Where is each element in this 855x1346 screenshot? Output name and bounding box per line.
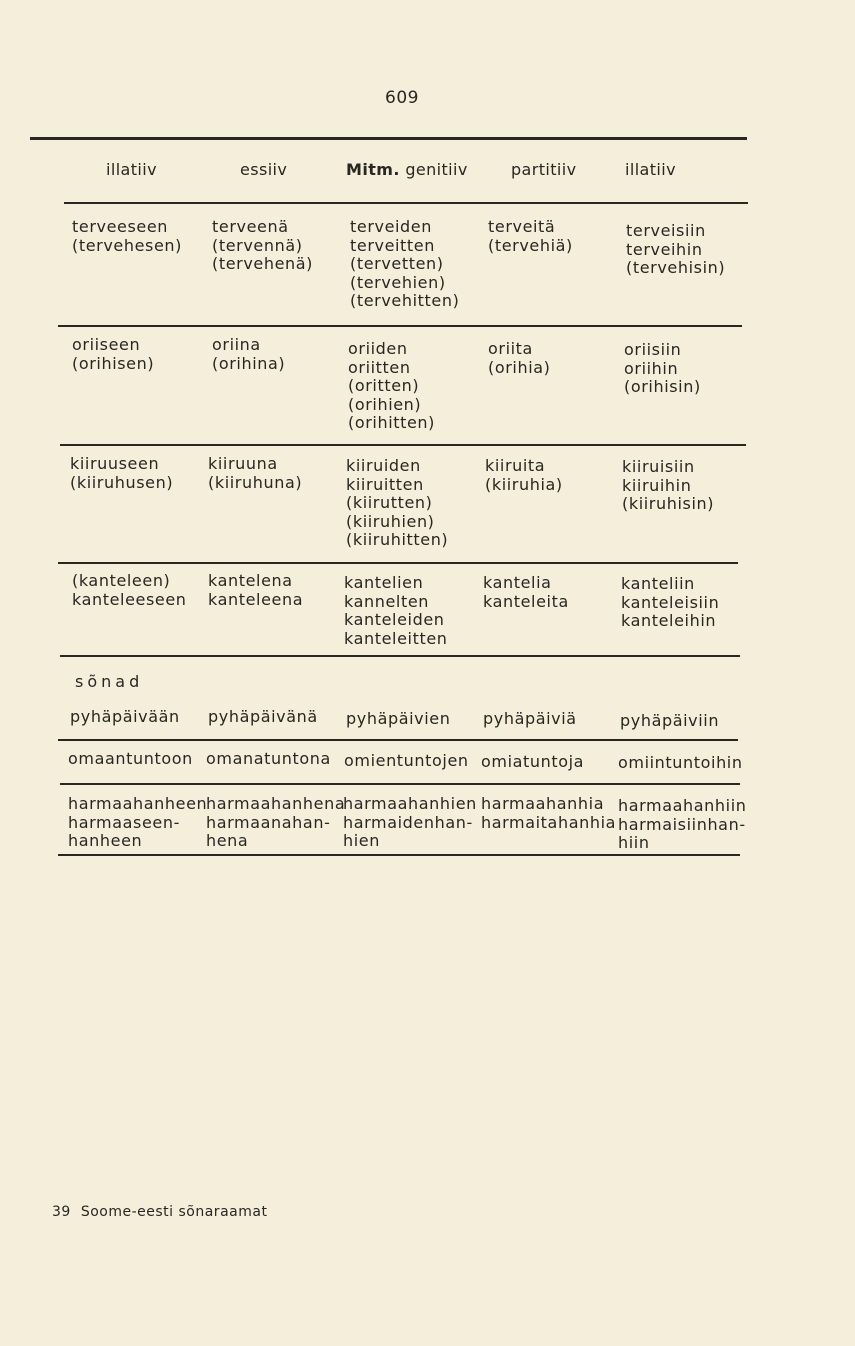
header-rule	[64, 202, 748, 204]
word-form: kanteliin	[621, 574, 695, 593]
word-form: (orihitten)	[348, 413, 436, 432]
word-form: pyhäpäiviin	[620, 711, 720, 730]
cell-genitiiv	[346, 457, 448, 550]
word-form: harmaahanhena	[206, 794, 346, 813]
cell-illatiiv	[68, 750, 193, 769]
word-form: kanteleihin	[621, 611, 717, 630]
word-form: (tervehenä)	[212, 254, 314, 273]
cell-partitiiv	[485, 457, 563, 494]
cell-illatiiv	[72, 572, 187, 609]
word-form: harmaidenhan-	[343, 812, 473, 832]
word-form: (kiiruhisin)	[622, 494, 715, 513]
cell-essiiv	[212, 336, 285, 373]
word-form: kiiruuna	[208, 454, 278, 473]
cell-illatiiv-plural	[622, 458, 714, 514]
group-divider	[60, 783, 740, 785]
cell-partitiiv	[488, 218, 573, 255]
footer-title: Soome-eesti sõnaraamat	[80, 1204, 268, 1220]
word-form: omientuntojen	[344, 751, 469, 770]
cell-partitiiv	[483, 574, 569, 611]
word-form: omiintuntoihin	[618, 753, 743, 772]
word-form: pyhäpäivänä	[208, 707, 318, 726]
word-form: (tervehesen)	[72, 235, 182, 255]
word-form: (kiiruhien)	[346, 511, 435, 531]
cell-illatiiv	[72, 336, 154, 373]
group-divider	[58, 562, 738, 564]
word-form: (tervetten)	[350, 254, 444, 273]
word-form: harmaaseen-	[68, 812, 180, 832]
bottom-rule	[58, 854, 740, 856]
cell-essiiv	[206, 750, 331, 769]
cell-illatiiv	[70, 455, 173, 492]
word-form: kiiruuseen	[70, 454, 160, 473]
cell-illatiiv-plural	[626, 222, 725, 278]
column-header-row	[58, 160, 748, 186]
word-form: terveitä	[488, 217, 556, 236]
word-form: oriita	[488, 339, 533, 358]
word-form: (kanteleen)	[72, 571, 171, 590]
word-form: (orihisin)	[624, 377, 701, 396]
cell-illatiiv-plural	[620, 712, 719, 731]
header-genitiiv-prefix: Mitm.	[346, 160, 400, 179]
word-form: (orihien)	[348, 394, 422, 414]
word-form: oriiseen	[72, 335, 141, 354]
word-form: kanteleena	[208, 589, 304, 609]
word-form: kanteleiden	[344, 610, 445, 629]
word-form: harmaisiinhan-	[618, 814, 746, 834]
word-form: kantelena	[208, 571, 293, 590]
header-genitiiv	[346, 160, 468, 179]
footer-signature-number: 39	[52, 1204, 71, 1220]
cell-genitiiv	[343, 795, 477, 851]
cell-illatiiv-plural	[618, 754, 743, 773]
word-form: harmaitahanhia	[481, 812, 617, 832]
word-form: kiiruita	[485, 456, 546, 475]
word-form: omanatuntona	[206, 749, 331, 768]
word-form: (orihia)	[488, 357, 551, 377]
header-illatiiv: illatiiv	[106, 160, 157, 179]
word-form: (tervehien)	[350, 272, 446, 292]
word-form: pyhäpäiviä	[483, 709, 577, 728]
word-form: oriitten	[348, 357, 411, 377]
word-form: terveiden	[350, 217, 432, 236]
word-form: (kiiruhitten)	[346, 530, 449, 549]
header-illatiiv-plural: illatiiv	[625, 160, 676, 179]
cell-illatiiv-plural	[621, 575, 719, 631]
word-form: terveihin	[626, 239, 703, 259]
word-form: (oritten)	[348, 376, 420, 395]
word-form: oriisiin	[624, 340, 682, 359]
cell-illatiiv-plural	[624, 341, 701, 397]
word-form: oriina	[212, 335, 261, 354]
word-form: harmaahanhiin	[618, 796, 747, 815]
word-form: pyhäpäivään	[70, 707, 180, 726]
word-form: (tervehiä)	[488, 235, 573, 255]
header-partitiiv: partitiiv	[511, 160, 577, 179]
cell-essiiv	[208, 455, 302, 492]
cell-genitiiv	[346, 710, 450, 729]
header-genitiiv-label: genitiiv	[405, 160, 468, 179]
cell-genitiiv	[344, 574, 448, 648]
word-form: kiiruihin	[622, 475, 692, 495]
word-form: terveitten	[350, 235, 435, 255]
word-form: kanteleisiin	[621, 592, 720, 612]
word-form: kanteleeseen	[72, 589, 187, 609]
group-divider	[60, 655, 740, 657]
section-label-sonad: sõnad	[75, 672, 144, 691]
word-form: kiiruiden	[346, 456, 421, 475]
cell-essiiv	[206, 795, 345, 851]
word-form: kantelia	[483, 573, 552, 592]
word-form: pyhäpäivien	[346, 709, 451, 728]
word-form: harmaahanhien	[343, 794, 477, 813]
word-form: hanheen	[68, 831, 143, 850]
word-form: (kiirutten)	[346, 493, 433, 512]
word-form: oriihin	[624, 358, 679, 378]
cell-partitiiv	[483, 710, 577, 729]
word-form: oriiden	[348, 339, 408, 358]
word-form: terveeseen	[72, 217, 169, 236]
page-number: 609	[385, 88, 419, 108]
cell-illatiiv	[70, 708, 180, 727]
word-form: hiin	[618, 833, 650, 852]
word-form: kantelien	[344, 573, 424, 592]
group-divider	[58, 739, 738, 741]
cell-genitiiv	[350, 218, 459, 311]
cell-essiiv	[208, 708, 318, 727]
word-form: (tervehitten)	[350, 291, 460, 310]
word-form: (kiiruhuna)	[208, 472, 303, 492]
word-form: terveisiin	[626, 221, 706, 240]
word-form: harmaahanheen	[68, 794, 208, 813]
top-rule	[30, 137, 747, 140]
group-divider	[58, 325, 742, 327]
cell-essiiv	[212, 218, 313, 274]
word-form: omaantuntoon	[68, 749, 193, 768]
word-form: (orihina)	[212, 353, 286, 373]
word-form: kannelten	[344, 591, 430, 611]
page-footer	[52, 1204, 267, 1220]
word-form: omiatuntoja	[481, 752, 585, 771]
word-form: (tervennä)	[212, 235, 303, 255]
cell-essiiv	[208, 572, 303, 609]
cell-illatiiv-plural	[618, 797, 747, 853]
word-form: kiiruisiin	[622, 457, 695, 476]
group-divider	[60, 444, 746, 446]
cell-partitiiv	[488, 340, 551, 377]
cell-illatiiv	[68, 795, 207, 851]
word-form: harmaahanhia	[481, 794, 605, 813]
header-essiiv: essiiv	[240, 160, 288, 179]
cell-genitiiv	[348, 340, 435, 433]
word-form: (orihisen)	[72, 353, 155, 373]
word-form: terveenä	[212, 217, 289, 236]
word-form: kanteleita	[483, 591, 569, 611]
word-form: (tervehisin)	[626, 258, 726, 277]
cell-genitiiv	[344, 752, 469, 771]
word-form: hena	[206, 831, 249, 850]
word-form: (kiiruhia)	[485, 474, 563, 494]
cell-partitiiv	[481, 753, 584, 772]
word-form: kanteleitten	[344, 628, 448, 648]
word-form: hien	[343, 831, 380, 850]
cell-partitiiv	[481, 795, 616, 832]
cell-illatiiv	[72, 218, 182, 255]
word-form: (kiiruhusen)	[70, 472, 174, 492]
word-form: kiiruitten	[346, 474, 424, 494]
word-form: harmaanahan-	[206, 812, 331, 832]
